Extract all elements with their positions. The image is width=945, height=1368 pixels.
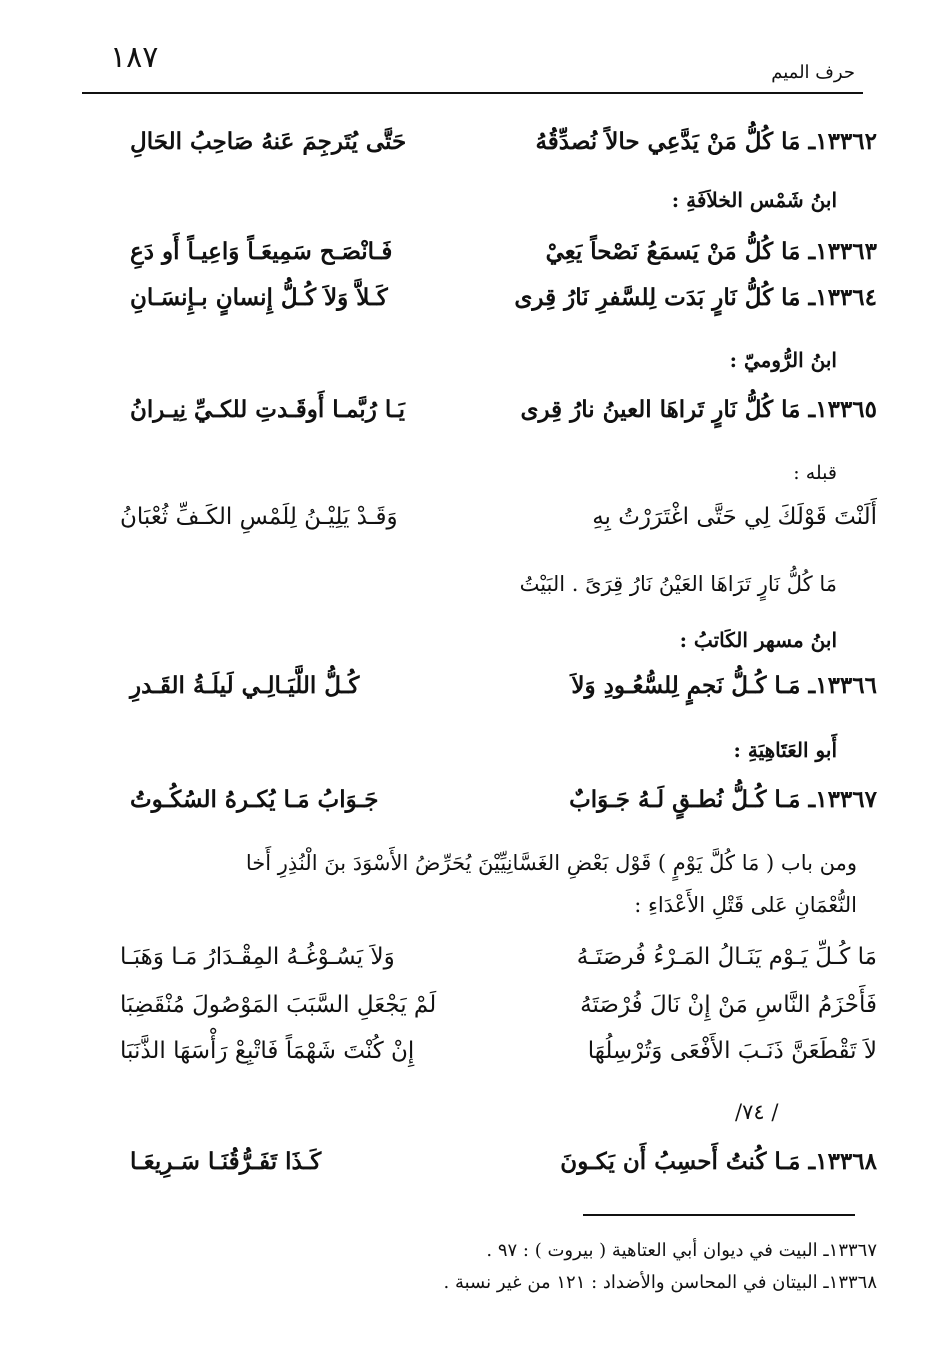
verse-second-hemistich: كُـلُّ اللَّيَـالِـي لَيلَـةُ القَـدرِ xyxy=(130,672,360,699)
verse-ghassani-3 xyxy=(100,1038,877,1086)
verse-first-hemistich: فَأَحْزَمُ النَّاسِ مَنْ إِنْ نَالَ فُرْصَتَهُ xyxy=(580,992,877,1018)
verse-second-hemistich: وَقَـدْ يَلِيْـنُ لِلَمْسِ الكَـفِّ ثُعْبَانُ xyxy=(120,504,398,530)
verse-second-hemistich: فَـانْصَـح سَمِيعَـاً وَاعِيـاً أَو دَعِ xyxy=(130,238,393,265)
verse-first-hemistich: أَلَنْتَ قَوْلَكَ لِي حَتَّى اغْتَرَرْتُ بِهِ xyxy=(592,504,877,530)
verse-13363 xyxy=(100,238,877,286)
verse-13366 xyxy=(100,672,877,720)
verse-13368 xyxy=(100,1148,877,1196)
verse-13364 xyxy=(100,284,877,332)
verse-first-hemistich: مَا كُـلِّ يَـوْم يَنَـالُ المَـرْءُ فُرصَتَـهُ xyxy=(576,944,877,970)
prose-line: النُّعْمَانِ عَلى قَتْلِ الأَعْدَاءِ : xyxy=(634,893,857,917)
verse-second-hemistich: كَـذَا تَفَـرُّقُنَـا سَـرِيعَـا xyxy=(130,1148,322,1175)
verse-first-hemistich: لاَ تَقْطَعَنَّ ذَنَـبَ الأَفْعَى وَتُرْسِلُهَا xyxy=(587,1038,877,1064)
verse-first-hemistich: ١٣٣٦٧ـ مَـا كُـلُّ نُطـقٍ لَـهُ جَـوَابٌ xyxy=(569,786,877,813)
verse-13367 xyxy=(100,786,877,834)
preceding-label: قبله : xyxy=(793,462,837,484)
verse-second-hemistich: وَلاَ يَسُـوْغُـهُ المِقْـدَارُ مَـا وَهَبَـا xyxy=(120,944,395,970)
verse-ghassani-2 xyxy=(100,992,877,1040)
prose-line: ومن باب ( مَا كُلَّ يَوْمٍ ) قَوْل بَعْضِ الغَسَّانِيِّيْنَ يُحَرِّضُ الأَسْوَدَ بنَ الْنُذِرِ أَخا xyxy=(245,851,857,875)
footnote-rule xyxy=(583,1214,855,1216)
verse-preceding xyxy=(100,504,877,552)
verse-13365 xyxy=(100,396,877,444)
poet-heading: ابنُ شَمْس الخلاَفَةِ : xyxy=(671,188,837,212)
prose-paragraph xyxy=(85,842,857,926)
verse-second-hemistich: لَمْ يَجْعَلِ السَّبَبَ المَوْصُولَ مُنْقَضِبَا xyxy=(120,992,437,1018)
verse-first-hemistich: ١٣٣٦٢ـ مَا كُلُّ مَنْ يَدَّعِي حالاً نُصدِّقُهُ xyxy=(535,128,877,155)
verse-ghassani-1 xyxy=(100,944,877,992)
manuscript-ref: /٧٤ / xyxy=(735,1100,779,1124)
verse-first-hemistich: ١٣٣٦٣ـ مَا كُلُّ مَنْ يَسمَعُ نَصْحاً يَعِيْ xyxy=(545,238,877,265)
footnote: ١٣٣٦٧ـ البيت في ديوان أبي العتاهية ( بيروت ) : ٩٧ . xyxy=(486,1240,877,1261)
verse-second-hemistich: كَـلاَّ وَلاَ كُـلُّ إِنسانٍ بـإِنسَـانِ xyxy=(130,284,388,311)
header-rule xyxy=(82,92,863,94)
quoted-line: مَا كُلُّ نَارٍ تَرَاهَا العَيْنُ نَارُ قِرَىً . البَيْتُ xyxy=(519,572,837,596)
verse-second-hemistich: جَـوَابُ مَـا يُكـرهُ السُكُـوتُ xyxy=(130,786,379,813)
verse-second-hemistich: إِنْ كُنْتَ شَهْمَاً فَاتْبِعْ رَأْسَهَا الذَّنَبَا xyxy=(120,1038,415,1064)
section-title: حرف الميم xyxy=(771,62,855,83)
page-number: ١٨٧ xyxy=(110,40,159,75)
footnote: ١٣٣٦٨ـ البيتان في المحاسن والأضداد : ١٢١ من غير نسبة . xyxy=(443,1272,877,1293)
verse-first-hemistich: ١٣٣٦٤ـ مَا كُلُّ نَارٍ بَدَت لِلسَّفرِ نَارُ قِرى xyxy=(514,284,877,311)
verse-13362 xyxy=(100,128,877,176)
verse-second-hemistich: يَـا رُبَّمـا أَوقَـدتِ للكـيِّ نِيـرانُ xyxy=(130,396,405,423)
verse-first-hemistich: ١٣٣٦٥ـ مَا كُلُّ نَارٍ تَراهَا العينُ نارُ قِرى xyxy=(520,396,877,423)
poet-heading: أَبو العَتَاهِيَةِ : xyxy=(733,738,837,762)
verse-second-hemistich: حَتَّى يُتَرجِمَ عَنهُ صَاحِبُ الحَالِ xyxy=(130,128,407,155)
verse-first-hemistich: ١٣٣٦٨ـ مَـا كُنتُ أَحسِبُ أَن يَكـونَ xyxy=(560,1148,877,1175)
poet-heading: ابنُ الرُّوميّ : xyxy=(729,348,837,372)
verse-first-hemistich: ١٣٣٦٦ـ مَـا كُـلُّ نَجمٍ لِلسُّعُـودِ وَلاَ xyxy=(571,672,877,699)
poet-heading: ابنُ مسهر الكَاتبُ : xyxy=(679,628,837,652)
